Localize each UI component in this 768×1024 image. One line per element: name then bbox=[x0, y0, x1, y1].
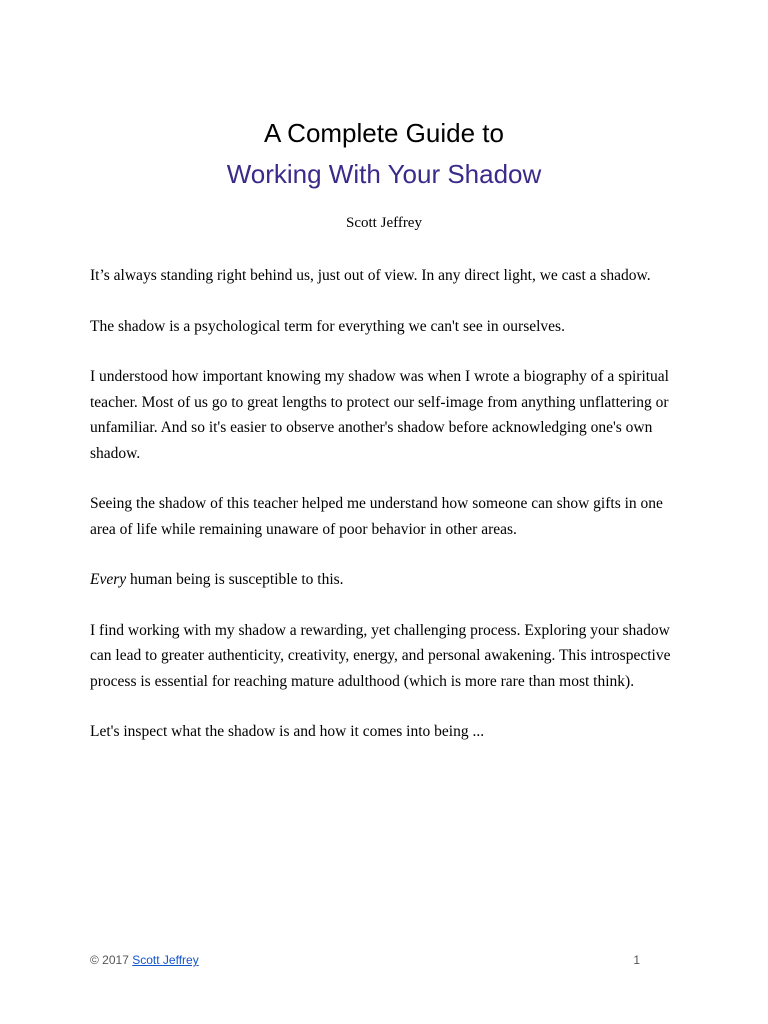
paragraph-3: I understood how important knowing my shadow was when I wrote a biography of a spiritual teacher. Most of us go to great lengths to protect our self-image from anything unflattering or unfamiliar. And so it's easier to observe another's shadow before acknowledging one's own shadow. bbox=[90, 368, 669, 462]
paragraph-1: It’s always standing right behind us, just out of view. In any direct light, we cast a shadow. bbox=[90, 267, 651, 284]
footer-author-link[interactable]: Scott Jeffrey bbox=[132, 953, 199, 967]
title-line-2: Working With Your Shadow bbox=[226, 159, 542, 189]
page-number: 1 bbox=[633, 953, 640, 967]
title-line-1: A Complete Guide to bbox=[264, 118, 504, 148]
body-text bbox=[90, 263, 686, 770]
paragraph-6: I find working with my shadow a rewarding, yet challenging process. Exploring your shadow can lead to greater authenticity, creativity, energy, and personal awakening. This introspective process is essential for reaching mature adulthood (which is more rare than most think). bbox=[90, 621, 671, 690]
paragraph-2: The shadow is a psychological term for everything we can't see in ourselves. bbox=[90, 317, 565, 335]
author-name: Scott Jeffrey bbox=[346, 215, 422, 231]
paragraph-5-rest: human being is susceptible to this. bbox=[126, 571, 344, 588]
paragraph-5 bbox=[90, 567, 686, 593]
paragraph-4: Seeing the shadow of this teacher helped me understand how someone can show gifts in one area of life while remaining unaware of poor behavior in other areas. bbox=[90, 495, 663, 538]
paragraph-5-emphasis: Every bbox=[90, 571, 127, 588]
footer bbox=[90, 952, 640, 968]
footer-copyright: © 2017 bbox=[90, 953, 133, 967]
paragraph-7: Let's inspect what the shadow is and how it comes into being ... bbox=[90, 723, 485, 740]
